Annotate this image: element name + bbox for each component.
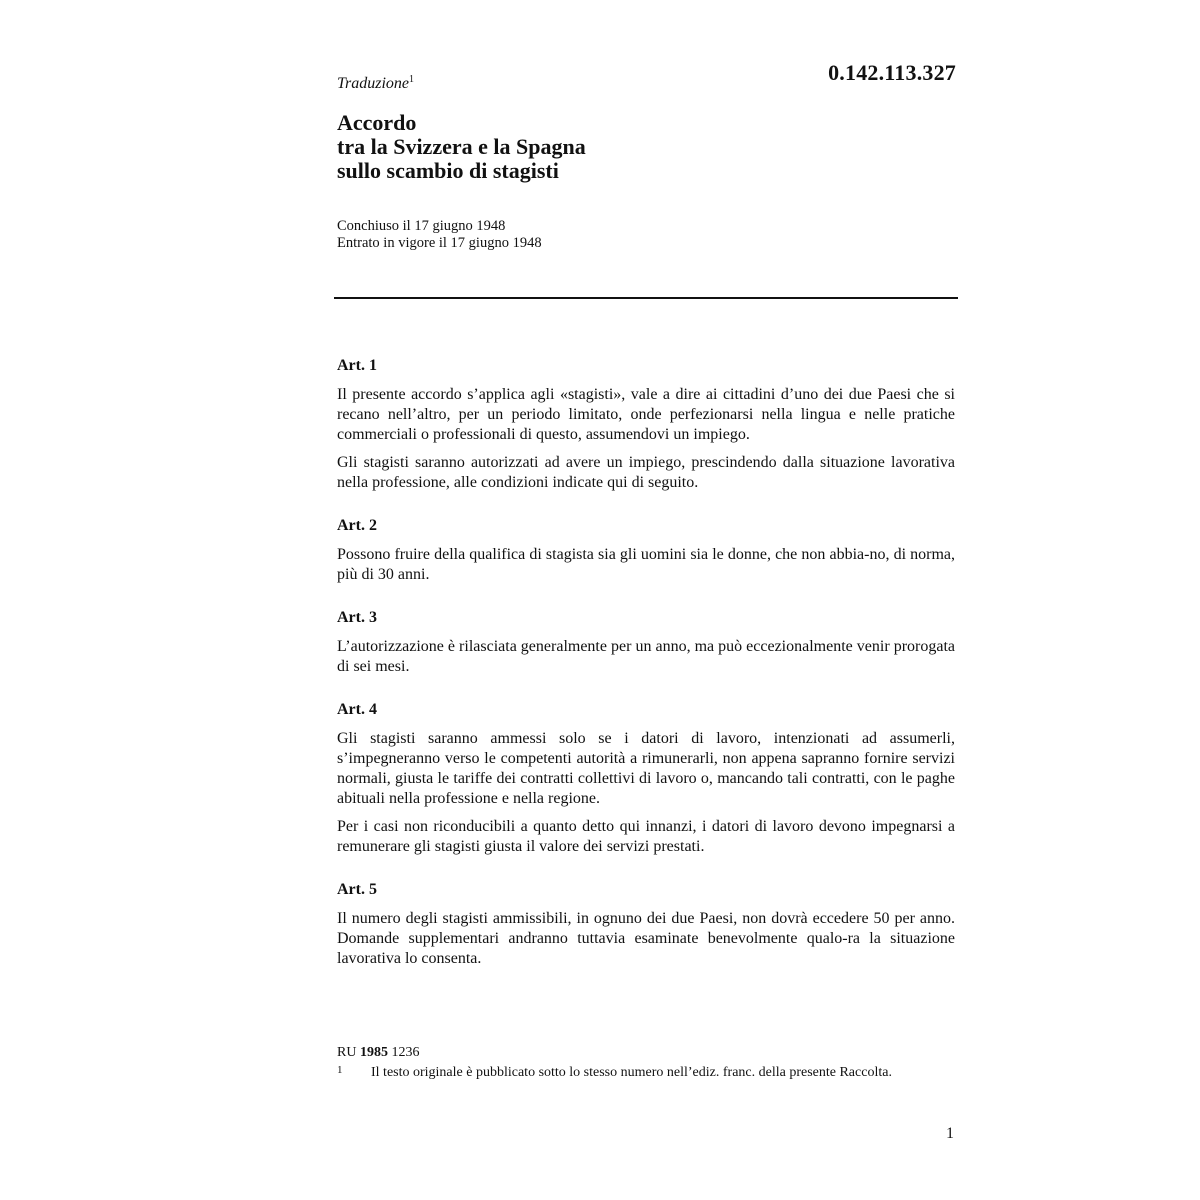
article-paragraph: Il numero degli stagisti ammissibili, in ognuno dei due Paesi, non dovrà eccedere 50 per anno. Domande supplementari andranno tuttavia esaminate benevolmente qualo-ra la situazione lavorativa lo consenta. bbox=[337, 910, 955, 967]
article-5 bbox=[337, 880, 955, 969]
title-line: tra la Svizzera e la Spagna bbox=[337, 134, 586, 159]
concluded-date: Conchiuso il 17 giugno 1948 bbox=[337, 218, 506, 234]
article-heading: Art. 1 bbox=[337, 357, 377, 374]
article-paragraph: L’autorizzazione è rilasciata generalmente per un anno, ma può eccezionalmente venir prorogata di sei mesi. bbox=[337, 638, 955, 675]
title-line: Accordo bbox=[337, 110, 417, 135]
document-number: 0.142.113.327 bbox=[828, 60, 956, 85]
ru-year: 1985 bbox=[359, 1045, 388, 1060]
in-force-date: Entrato in vigore il 17 giugno 1948 bbox=[337, 235, 542, 251]
horizontal-divider bbox=[334, 297, 958, 299]
article-2 bbox=[337, 516, 955, 585]
article-heading: Art. 2 bbox=[337, 517, 377, 534]
articles-section bbox=[337, 356, 955, 992]
article-4 bbox=[337, 700, 955, 857]
footnotes-section bbox=[337, 1044, 937, 1081]
article-heading: Art. 3 bbox=[337, 609, 377, 626]
document-title bbox=[337, 111, 957, 183]
translation-label bbox=[337, 74, 414, 93]
article-paragraph: Il presente accordo s’applica agli «stagisti», vale a dire ai cittadini d’uno dei due Paesi che si recano nell’altro, per un periodo limitato, onde perfezionarsi nella lingua e nelle pratiche commerciali o professionali di questo, assumendovi un impiego. bbox=[337, 386, 955, 443]
page-number: 1 bbox=[946, 1125, 954, 1142]
article-paragraph: Possono fruire della qualifica di stagista sia gli uomini sia le donne, che non abbia-no, di norma, più di 30 anni. bbox=[337, 546, 955, 583]
article-paragraph: Gli stagisti saranno autorizzati ad avere un impiego, prescindendo dalla situazione lavorativa nella professione, alle condizioni indicate qui di seguito. bbox=[337, 454, 955, 491]
article-3 bbox=[337, 608, 955, 677]
document-dates bbox=[337, 218, 542, 252]
article-1 bbox=[337, 356, 955, 493]
footnote bbox=[337, 1064, 937, 1081]
article-heading: Art. 4 bbox=[337, 701, 377, 718]
footnote-mark: 1 bbox=[337, 1064, 343, 1076]
translation-label-text: Traduzione bbox=[337, 75, 410, 92]
ru-prefix: RU bbox=[337, 1045, 357, 1060]
ru-reference bbox=[337, 1044, 937, 1062]
article-paragraph: Per i casi non riconducibili a quanto detto qui innanzi, i datori di lavoro devono impegnarsi a remunerare gli stagisti giusta il valore dei servizi prestati. bbox=[337, 818, 955, 855]
title-line: sullo scambio di stagisti bbox=[337, 158, 559, 183]
footnote-text: Il testo originale è pubblicato sotto lo stesso numero nell’ediz. franc. della presente Raccolta. bbox=[371, 1065, 892, 1080]
article-paragraph: Gli stagisti saranno ammessi solo se i datori di lavoro, intenzionati ad assumerli, s’impegneranno verso le competenti autorità a rimunerarli, non appena sapranno fornire servizi normali, giusta le tariffe dei contratti collettivi di lavoro o, mancando tali contratti, con le paghe abituali nella professione e nella regione. bbox=[337, 730, 955, 807]
article-heading: Art. 5 bbox=[337, 881, 377, 898]
ru-page: 1236 bbox=[391, 1045, 420, 1060]
footnote-reference[interactable]: 1 bbox=[409, 74, 415, 85]
